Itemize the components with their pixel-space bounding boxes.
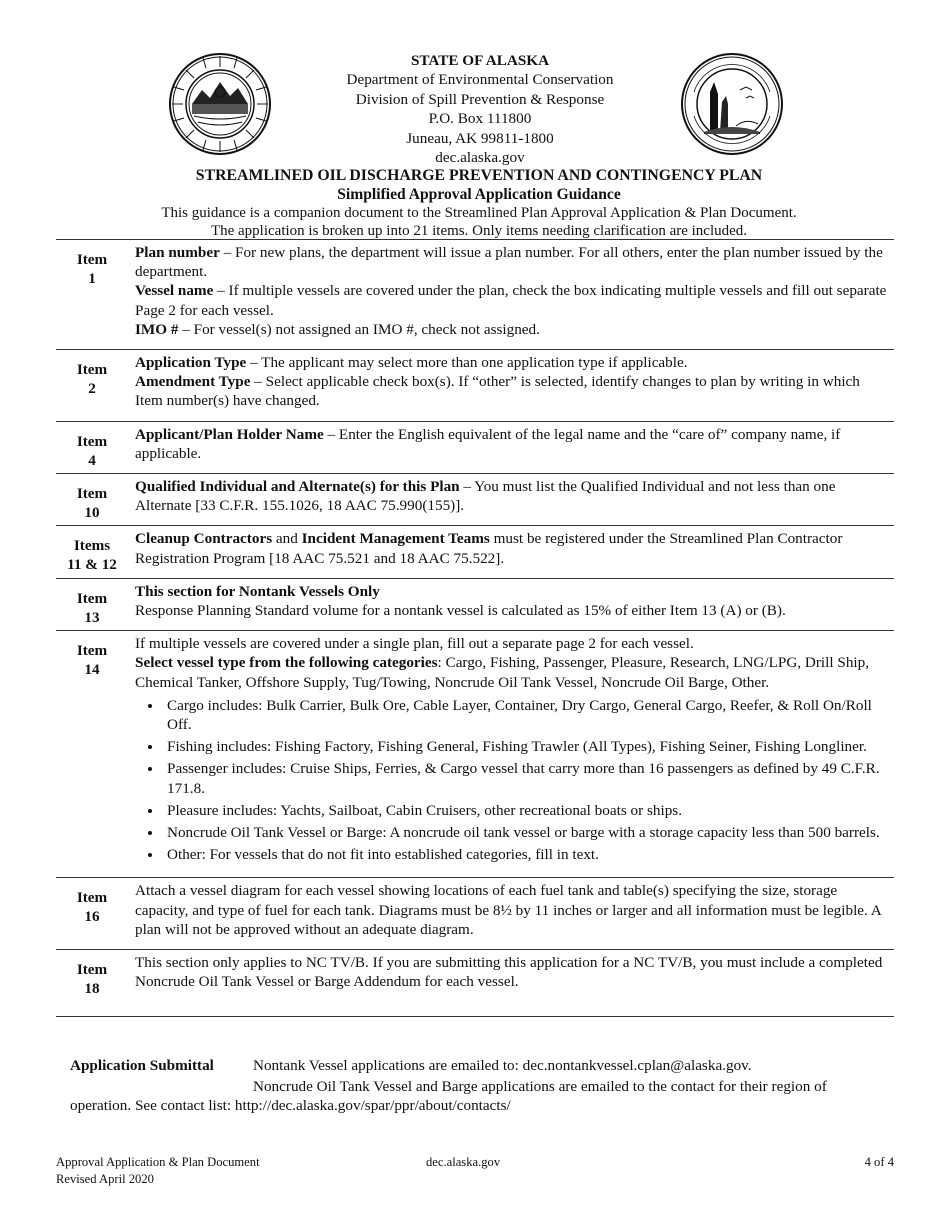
items-table [56, 239, 894, 1017]
submittal-line-3: operation. See contact list: http://dec.alaska.gov/spar/ppr/about/contacts/ [70, 1097, 511, 1114]
department-name: Department of Environmental Conservation [346, 71, 614, 89]
submittal-line-2: Noncrude Oil Tank Vessel and Barge applications are emailed to the contact for their region of [253, 1078, 827, 1095]
item-row [56, 240, 894, 350]
item-text: This section for Nontank Vessels Only Response Planning Standard volume for a nontank vessel is calculated as 15% of either Item 13 (A) or (B). [128, 578, 894, 630]
list-item: • Noncrude Oil Tank Vessel or Barge: A noncrude oil tank vessel or barge with a storage capacity less than 500 barrels. [163, 823, 888, 842]
item-text: Attach a vessel diagram for each vessel showing locations of each fuel tank and table(s) specifying the size, storage capacity, and type of fuel for each tank. Diagrams must be 8½ by 11 inches or larger and all information must be legible. A plan will not be approved without an adequate diagram. [128, 878, 894, 950]
item-label: Item 10 [56, 474, 128, 526]
item-label: Item 13 [56, 578, 128, 630]
vessel-category-list [135, 696, 888, 865]
list-item: • Fishing includes: Fishing Factory, Fishing General, Fishing Trawler (All Types), Fishing Seiner, Fishing Longliner. [163, 737, 888, 756]
division-name: Division of Spill Prevention & Response [355, 90, 605, 108]
item-label: Item 18 [56, 950, 128, 1016]
submittal-label: Application Submittal [70, 1057, 214, 1074]
item-row [56, 878, 894, 950]
item-row [56, 950, 894, 1016]
state-seal-icon [168, 52, 272, 156]
item-text: Application Type – The applicant may select more than one application type if applicable. Amendment Type – Select applicable check box(s). If “other” is selected, identify changes to plan by writing in which Item number(s) have changed. [128, 350, 894, 422]
letterhead [260, 51, 700, 167]
website-text: dec.alaska.gov [435, 149, 525, 167]
item-text: This section only applies to NC TV/B. If you are submitting this application for a NC TV/B, you must include a completed Noncrude Oil Tank Vessel or Barge Addendum for each vessel. [128, 950, 894, 1016]
item-text: Cleanup Contractors and Incident Management Teams must be registered under the Streamlined Plan Contractor Registration Program [18 AAC 75.521 and 18 AAC 75.522]. [128, 526, 894, 578]
item-label: Item 16 [56, 878, 128, 950]
item-text: Applicant/Plan Holder Name – Enter the English equivalent of the legal name and the “care of” company name, if applicable. [128, 421, 894, 473]
item-label: Item 14 [56, 631, 128, 878]
po-box: P.O. Box 111800 [428, 110, 532, 128]
item-row [56, 350, 894, 422]
intro-line-2: The application is broken up into 21 items. Only items needing clarification are included. [210, 222, 748, 239]
list-item: • Cargo includes: Bulk Carrier, Bulk Ore, Cable Layer, Container, Dry Cargo, General Cargo, Reefer, & Roll On/Roll Off. [163, 696, 888, 734]
item-label: Items 11 & 12 [56, 526, 128, 578]
city-address: Juneau, AK 99811-1800 [406, 129, 554, 147]
document-subtitle: Simplified Approval Application Guidance [337, 186, 621, 204]
list-item: • Passenger includes: Cruise Ships, Ferries, & Cargo vessel that carry more than 16 passengers as defined by 49 C.F.R. 171.8. [163, 759, 888, 797]
submittal-line-1: Nontank Vessel applications are emailed to: dec.nontankvessel.cplan@alaska.gov. [253, 1057, 752, 1074]
list-item: • Pleasure includes: Yachts, Sailboat, Cabin Cruisers, other recreational boats or ships. [163, 801, 888, 820]
item-row [56, 474, 894, 526]
intro-line-1: This guidance is a companion document to the Streamlined Plan Approval Application & Plan Document. [161, 204, 797, 221]
item-row [56, 631, 894, 878]
footer-doc-name: Approval Application & Plan Document [56, 1155, 260, 1169]
item-label: Item 2 [56, 350, 128, 422]
document-titles [70, 166, 888, 240]
item-row [56, 421, 894, 473]
item-text: Qualified Individual and Alternate(s) for this Plan – You must list the Qualified Individual and not less than one Alternate [33 C.F.R. 155.1026, 18 AAC 75.990(155)]. [128, 474, 894, 526]
list-item: • Other: For vessels that do not fit into established categories, fill in text. [163, 845, 888, 864]
footer-revised: Revised April 2020 [56, 1172, 154, 1186]
item-text: Plan number – For new plans, the department will issue a plan number. For all others, enter the plan number issued by the department. Vessel name – If multiple vessels are covered under the plan, check the box indicating multiple vessels and fill out separate Page 2 for each vessel. IMO # – For vessel(s) not assigned an IMO #, check not assigned. [128, 240, 894, 350]
item-text: If multiple vessels are covered under a single plan, fill out a separate page 2 for each vessel. Select vessel type from the following categories: Cargo, Fishing, Passenger, Pleasure, Research, LNG/LPG, Drill Ship, Chemical Tanker, Offshore Supply, Tug/Towing, Noncrude Oil Tank Vessel, Noncrude Oil Barge, Other. • Cargo includes: Bulk Carrier, Bulk Ore, Cable Layer, Container, Dry Cargo, General Cargo, Reefer, & Roll On/Roll Off. • Fishing includes: Fishing Factory, Fishing General, Fishing Trawler (All Types), Fishing Seiner, Fishing Longliner. • Passenger includes: Cruise Ships, Ferries, & Cargo vessel that carry more than 16 passengers as defined by 49 C.F.R. 171.8. • Pleasure includes: Yachts, Sailboat, Cabin Cruisers, other recreational boats or ships. • Noncrude Oil Tank Vessel or Barge: A noncrude oil tank vessel or barge with a storage capacity less than 500 barrels. • Other: For vessels that do not fit into established categories, fill in text. [128, 631, 894, 878]
item-label: Item 4 [56, 421, 128, 473]
item-row [56, 526, 894, 578]
footer-website: dec.alaska.gov [426, 1155, 501, 1169]
item-row [56, 578, 894, 630]
agency-name: STATE OF ALASKA [410, 52, 550, 69]
footer-left [56, 1154, 260, 1188]
document-title: STREAMLINED OIL DISCHARGE PREVENTION AND CONTINGENCY PLAN [195, 167, 763, 184]
item-label: Item 1 [56, 240, 128, 350]
page-number: 4 of 4 [864, 1155, 894, 1169]
